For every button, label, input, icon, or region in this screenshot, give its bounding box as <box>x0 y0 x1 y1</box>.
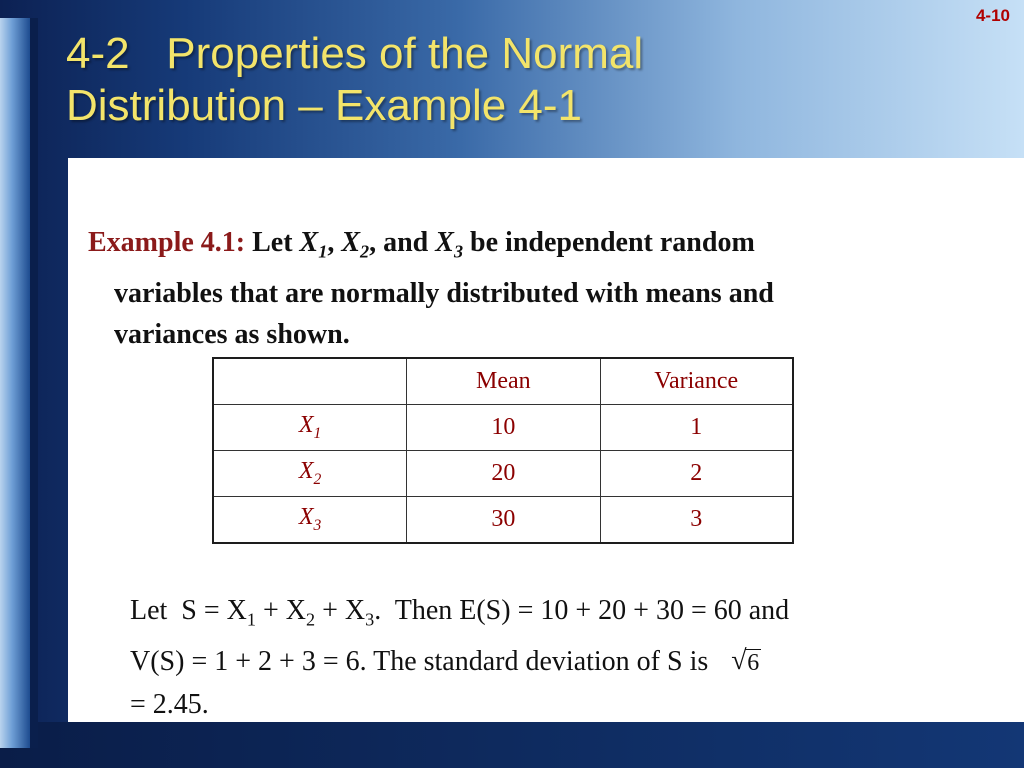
table-cell-variance: 1 <box>600 405 793 451</box>
result-line-2: V(S) = 1 + 2 + 3 = 6. The standard deviation of S is <box>130 645 709 677</box>
example-label: Example 4.1: <box>88 227 246 258</box>
example-var-1: $X_1$ <box>299 227 328 262</box>
table-cell-variable: $X_3$ <box>213 497 407 544</box>
table-cell-mean: 30 <box>407 497 600 544</box>
table-header-empty <box>213 358 407 405</box>
example-line-3: variances as shown. <box>114 318 350 350</box>
table-header-row <box>213 358 793 405</box>
radical-sign: √ <box>731 644 747 676</box>
result-line-3: = 2.45. <box>130 688 209 720</box>
table-cell-mean: 20 <box>407 451 600 497</box>
left-decor-bar <box>0 18 30 748</box>
mean-variance-table <box>212 357 794 544</box>
table-header-mean: Mean <box>407 358 600 405</box>
result-line-1: Let $S = X_1 + X_2 + X_3$. Then E(S) = 10 + 20 + 30 = 60 and <box>130 595 790 630</box>
radicand: 6 <box>747 649 760 676</box>
table-cell-mean: 10 <box>407 405 600 451</box>
bottom-bar <box>0 722 1024 768</box>
left-decor-bar-edge <box>30 18 38 748</box>
slide-title <box>66 28 966 132</box>
example-line-2: variables that are normally distributed with means and <box>114 277 774 309</box>
table-row <box>213 405 793 451</box>
sqrt-expression <box>731 643 761 684</box>
example-var-2: $X_2$ <box>341 227 370 262</box>
table-row <box>213 497 793 544</box>
example-paragraph: Example 4.1: Let $X_1$, $X_2$, and $X_3$ be independent random variables that are normally distributed with means and variances as shown. <box>88 222 948 355</box>
slide-number: 4-10 <box>975 6 1010 25</box>
title-line-1: 4-2 Properties of the Normal <box>66 29 644 78</box>
table-cell-variable: $X_1$ <box>213 405 407 451</box>
example-let: Let <box>252 227 293 258</box>
example-rest-line1: be independent random <box>470 227 755 258</box>
table-header-variance: Variance <box>600 358 793 405</box>
table-row <box>213 451 793 497</box>
table-cell-variance: 2 <box>600 451 793 497</box>
table-cell-variance: 3 <box>600 497 793 544</box>
title-line-2: Distribution – Example 4-1 <box>66 81 583 130</box>
result-paragraph <box>130 590 970 725</box>
table-cell-variable: $X_2$ <box>213 451 407 497</box>
example-var-3: $X_3$ <box>435 227 464 262</box>
example-and: and <box>383 227 429 258</box>
